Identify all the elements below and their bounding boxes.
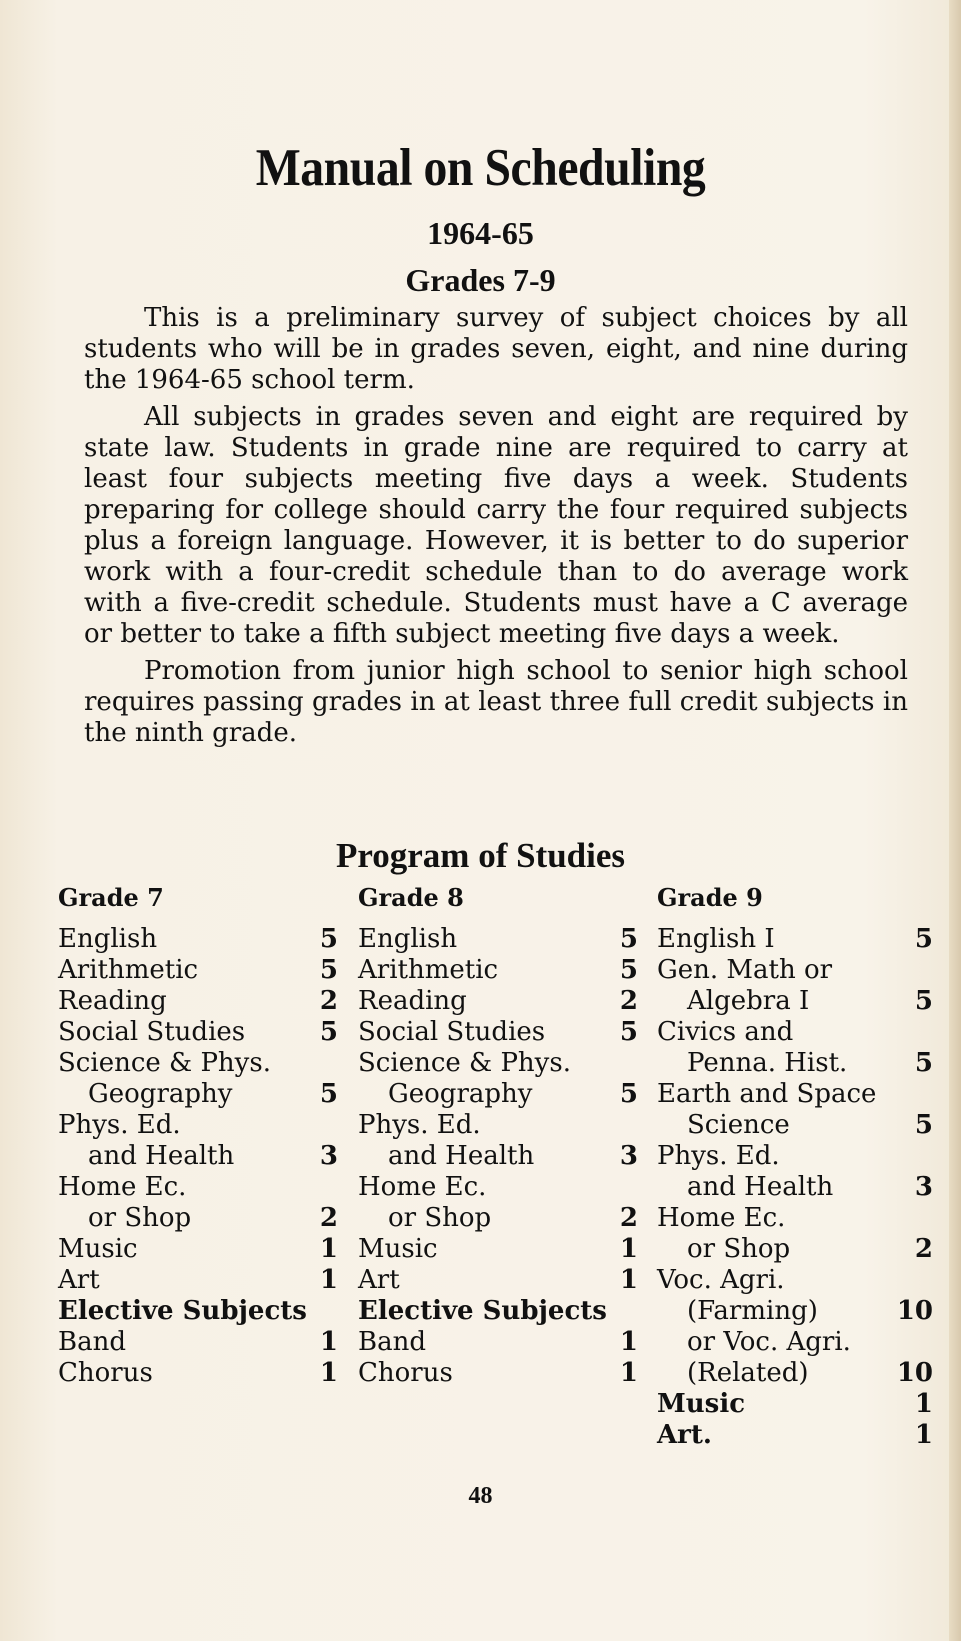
- subject-row: [358, 1203, 638, 1234]
- subject-label: English I: [657, 924, 775, 954]
- subject-row: [657, 1141, 933, 1172]
- subject-row: [657, 1389, 933, 1420]
- school-year: 1964-65: [427, 215, 534, 251]
- subject-label: Penna. Hist.: [687, 1048, 848, 1078]
- subject-credits: 5: [914, 924, 933, 954]
- subject-row: [58, 1141, 338, 1172]
- subject-row: [657, 1358, 933, 1389]
- subject-label: Arithmetic: [358, 955, 499, 985]
- subject-row: [358, 1234, 638, 1265]
- subject-label: Chorus: [58, 1358, 153, 1388]
- subject-label: Band: [58, 1327, 126, 1357]
- subject-credits: 1: [319, 1327, 338, 1357]
- subject-credits: 2: [914, 1234, 933, 1264]
- subject-label: Phys. Ed.: [358, 1110, 481, 1140]
- subject-row: [58, 1234, 338, 1265]
- subject-row: [657, 986, 933, 1017]
- subject-label: Science & Phys.: [58, 1048, 271, 1078]
- subject-row: [358, 1079, 638, 1110]
- subject-label: Home Ec.: [358, 1172, 487, 1202]
- subject-row: [358, 986, 638, 1017]
- subject-credits: 5: [619, 955, 638, 985]
- subject-row: [358, 1172, 638, 1203]
- grade-9-column: [657, 884, 933, 1451]
- subject-row: [358, 1017, 638, 1048]
- intro-paragraph: All subjects in grades seven and eight are required by state law. Students in grade nine are required to carry at least four subjects meeting five days a week. Students preparing for college should carry the four required subjects plus a foreign language. However, it is better to do superior work with a four-credit schedule than to do average work with a five-credit schedule. Students must have a C average or better to take a fifth subject meeting five days a week.: [84, 402, 908, 649]
- grade-range: Grades 7-9: [405, 262, 556, 298]
- subject-label: Earth and Space: [657, 1079, 877, 1109]
- subject-label: or Shop: [88, 1203, 192, 1233]
- subject-label: Art.: [657, 1420, 712, 1450]
- subject-label: Chorus: [358, 1358, 453, 1388]
- subject-row: [58, 1017, 338, 1048]
- subject-credits: 5: [619, 1017, 638, 1047]
- subject-row: [358, 1358, 638, 1389]
- subject-credits: 1: [619, 1358, 638, 1388]
- subject-label: Art: [58, 1265, 100, 1295]
- subject-credits: 10: [896, 1358, 933, 1388]
- subject-row: [358, 1048, 638, 1079]
- page-number: 48: [468, 1483, 493, 1509]
- subject-row: [358, 955, 638, 986]
- subject-label: Music: [657, 1389, 746, 1419]
- subject-label: (Farming): [687, 1296, 818, 1326]
- subject-label: Civics and: [657, 1017, 794, 1047]
- subject-row: [58, 1358, 338, 1389]
- subject-row: [58, 1203, 338, 1234]
- subject-row: [657, 1327, 933, 1358]
- subject-label: (Related): [687, 1358, 809, 1388]
- subject-label: Voc. Agri.: [657, 1265, 785, 1295]
- subject-row: [657, 1048, 933, 1079]
- subject-label: Social Studies: [58, 1017, 246, 1047]
- subject-row: [657, 1296, 933, 1327]
- subject-credits: 5: [619, 1079, 638, 1109]
- subject-credits: 2: [319, 1203, 338, 1233]
- subject-label: Phys. Ed.: [657, 1141, 780, 1171]
- grade-7-column: [58, 884, 338, 1389]
- subject-label: Reading: [58, 986, 167, 1016]
- subject-credits: 1: [914, 1389, 933, 1419]
- subject-row: [58, 1172, 338, 1203]
- subject-label: Elective Subjects: [58, 1296, 307, 1326]
- subject-row: [657, 1265, 933, 1296]
- subject-credits: 1: [619, 1265, 638, 1295]
- intro-paragraph: This is a preliminary survey of subject choices by all students who will be in grades seven, eight, and nine during the 1964-65 school term.: [84, 303, 908, 395]
- subject-row: [58, 986, 338, 1017]
- subject-row: [358, 924, 638, 955]
- grade-8-heading: Grade 8: [358, 883, 464, 912]
- elective-heading: [58, 1296, 338, 1327]
- subject-label: and Health: [687, 1172, 834, 1202]
- grade-7-heading: Grade 7: [58, 883, 164, 912]
- subject-credits: 5: [914, 1048, 933, 1078]
- subject-row: [58, 924, 338, 955]
- intro-paragraph: Promotion from junior high school to senior high school requires passing grades in at least three full credit subjects in the ninth grade.: [84, 656, 908, 748]
- elective-heading: [358, 1296, 638, 1327]
- subject-label: Home Ec.: [657, 1203, 786, 1233]
- subject-row: [58, 1110, 338, 1141]
- subject-label: Reading: [358, 986, 467, 1016]
- subject-label: Elective Subjects: [358, 1296, 607, 1326]
- subject-credits: 3: [319, 1141, 338, 1171]
- subject-label: or Voc. Agri.: [687, 1327, 851, 1357]
- subject-row: [657, 924, 933, 955]
- subject-credits: 5: [319, 1079, 338, 1109]
- subject-credits: 2: [619, 986, 638, 1016]
- subject-credits: 3: [914, 1172, 933, 1202]
- subject-credits: 2: [619, 1203, 638, 1233]
- subject-label: Geography: [88, 1079, 233, 1109]
- subject-credits: 5: [319, 955, 338, 985]
- subject-row: [657, 1234, 933, 1265]
- subject-label: Music: [58, 1234, 138, 1264]
- subject-row: [657, 955, 933, 986]
- subject-row: [657, 1203, 933, 1234]
- subject-label: English: [58, 924, 158, 954]
- subject-label: Band: [358, 1327, 426, 1357]
- subject-label: Geography: [388, 1079, 533, 1109]
- subject-row: [358, 1141, 638, 1172]
- subject-label: English: [358, 924, 458, 954]
- subject-label: Social Studies: [358, 1017, 546, 1047]
- subject-row: [358, 1265, 638, 1296]
- subject-credits: 3: [619, 1141, 638, 1171]
- subject-row: [657, 1079, 933, 1110]
- subject-row: [657, 1017, 933, 1048]
- subject-row: [58, 1265, 338, 1296]
- subject-row: [58, 1327, 338, 1358]
- subject-credits: 2: [319, 986, 338, 1016]
- subject-label: or Shop: [388, 1203, 492, 1233]
- subject-credits: 5: [619, 924, 638, 954]
- subject-label: Gen. Math or: [657, 955, 833, 985]
- subject-label: Algebra I: [687, 986, 810, 1016]
- subject-label: Music: [358, 1234, 438, 1264]
- subject-credits: 5: [319, 924, 338, 954]
- subject-row: [657, 1420, 933, 1451]
- subject-label: Arithmetic: [58, 955, 199, 985]
- subject-label: Art: [358, 1265, 400, 1295]
- subject-credits: 5: [914, 1110, 933, 1140]
- subject-label: and Health: [88, 1141, 235, 1171]
- subject-label: Home Ec.: [58, 1172, 187, 1202]
- subject-credits: 5: [914, 986, 933, 1016]
- subject-credits: 1: [319, 1265, 338, 1295]
- program-title: Program of Studies: [335, 836, 626, 875]
- grade-9-heading: Grade 9: [657, 883, 763, 912]
- subject-row: [58, 1048, 338, 1079]
- document-title: Manual on Scheduling: [255, 139, 706, 197]
- subject-label: or Shop: [687, 1234, 791, 1264]
- subject-label: Science: [687, 1110, 790, 1140]
- subject-credits: 1: [914, 1420, 933, 1450]
- intro-text: [84, 303, 908, 749]
- subject-row: [657, 1172, 933, 1203]
- subject-row: [58, 955, 338, 986]
- subject-row: [58, 1079, 338, 1110]
- subject-row: [358, 1110, 638, 1141]
- subject-row: [358, 1327, 638, 1358]
- subject-credits: 1: [319, 1358, 338, 1388]
- subject-credits: 1: [619, 1327, 638, 1357]
- subject-label: Phys. Ed.: [58, 1110, 181, 1140]
- subject-credits: 5: [319, 1017, 338, 1047]
- subject-credits: 10: [896, 1296, 933, 1326]
- subject-label: Science & Phys.: [358, 1048, 571, 1078]
- grade-8-column: [358, 884, 638, 1389]
- subject-credits: 1: [319, 1234, 338, 1264]
- subject-row: [657, 1110, 933, 1141]
- subject-label: and Health: [388, 1141, 535, 1171]
- subject-credits: 1: [619, 1234, 638, 1264]
